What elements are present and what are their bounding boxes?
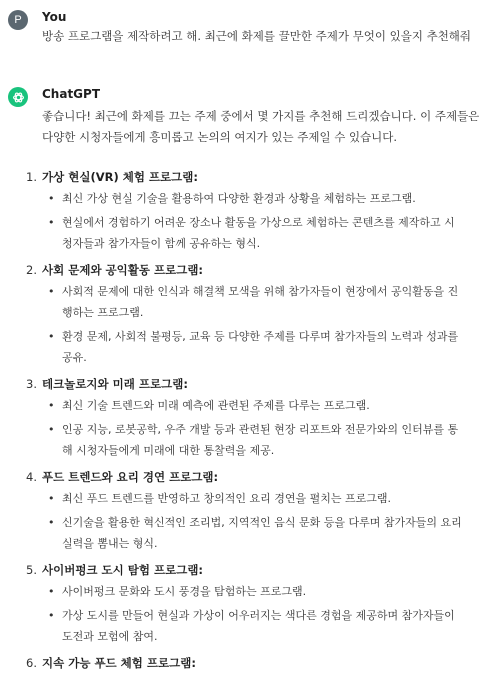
user-message-text: 방송 프로그램을 제작하려고 해. 최근에 화제를 끌만한 주제가 무엇이 있을지 추천해줘 — [42, 29, 472, 43]
bullet-line: 가상 도시를 만들어 현실과 가상이 어우러지는 색다른 경험을 제공하며 참가자들이 — [62, 609, 455, 622]
bullet-dot-icon: • — [48, 585, 55, 598]
bullet-dot-icon: • — [48, 492, 55, 505]
topic-item — [26, 259, 490, 371]
topic-content — [42, 559, 490, 650]
bullet-line: 도전과 모험에 참여. — [62, 630, 158, 643]
topic-number: 3. — [26, 377, 37, 391]
topic-title: 가상 현실(VR) 체험 프로그램: — [42, 170, 198, 184]
bullet-line: 실력을 뽐내는 형식. — [62, 537, 158, 550]
bullet-line: 해 시청자들에게 미래에 대한 통찰력을 제공. — [62, 444, 275, 457]
bullet-line: 신기술을 활용한 혁신적인 조리법, 지역적인 음식 문화 등을 다루며 참가자들의 요리 — [62, 516, 462, 529]
bullet-dot-icon: • — [48, 423, 55, 436]
assistant-message — [8, 85, 490, 676]
bullet-item — [48, 605, 490, 647]
bullet-item — [48, 326, 490, 368]
bullet-line: 청자들과 참가자들이 함께 공유하는 형식. — [62, 237, 261, 250]
topic-content — [42, 466, 490, 557]
user-avatar-letter: P — [14, 14, 22, 26]
assistant-name: ChatGPT — [42, 87, 101, 101]
bullet-text — [62, 326, 458, 368]
openai-knot-icon — [12, 91, 25, 104]
bullet-line: 최신 푸드 트렌드를 반영하고 창의적인 요리 경연을 펼치는 프로그램. — [62, 492, 391, 505]
topic-bullets — [48, 188, 490, 254]
topic-bullets — [48, 395, 490, 461]
topic-item — [26, 373, 490, 464]
bullet-dot-icon: • — [48, 192, 55, 205]
bullet-text — [62, 281, 458, 323]
intro-line: 좋습니다! 최근에 화제를 끄는 주제 중에서 몇 가지를 추천해 드리겠습니다. 이 주제들은 — [42, 109, 480, 123]
topic-list — [26, 166, 490, 674]
bullet-line: 현실에서 경험하기 어려운 장소나 활동을 가상으로 체험하는 콘텐츠를 제작하고 시 — [62, 216, 455, 229]
bullet-item — [48, 395, 490, 416]
bullet-item — [48, 581, 490, 602]
topic-number: 2. — [26, 263, 37, 277]
intro-line: 다양한 시청자들에게 흥미롭고 논의의 여지가 있는 주제일 수 있습니다. — [42, 130, 398, 144]
bullet-text — [62, 419, 458, 461]
bullet-dot-icon: • — [48, 216, 55, 229]
topic-item — [26, 652, 490, 674]
topic-bullets — [48, 581, 490, 647]
bullet-text — [62, 488, 391, 509]
bullet-line: 사이버펑크 문화와 도시 풍경을 탐험하는 프로그램. — [62, 585, 307, 598]
bullet-line: 최신 기술 트렌드와 미래 예측에 관련된 주제를 다루는 프로그램. — [62, 399, 370, 412]
topic-title: 사이버펑크 도시 탐험 프로그램: — [42, 563, 204, 577]
bullet-item — [48, 419, 490, 461]
bullet-line: 행하는 프로그램. — [62, 306, 144, 319]
bullet-text — [62, 512, 462, 554]
topic-number: 4. — [26, 470, 37, 484]
topic-content — [42, 259, 490, 371]
bullet-text — [62, 581, 306, 602]
topic-item — [26, 559, 490, 650]
user-message — [8, 8, 490, 45]
bullet-line: 인공 지능, 로봇공학, 우주 개발 등과 관련된 현장 리포트와 전문가와의 인터뷰를 통 — [62, 423, 459, 436]
topic-title: 사회 문제와 공익활동 프로그램: — [42, 263, 204, 277]
topic-content — [42, 166, 490, 257]
bullet-line: 사회적 문제에 대한 인식과 해결책 모색을 위해 참가자들이 현장에서 공익활동을 진 — [62, 285, 459, 298]
bullet-text — [62, 188, 416, 209]
topic-title: 지속 가능 푸드 체험 프로그램: — [42, 656, 196, 670]
bullet-dot-icon: • — [48, 516, 55, 529]
user-name: You — [42, 10, 67, 24]
topic-bullets — [48, 281, 490, 368]
bullet-item — [48, 488, 490, 509]
topic-number: 6. — [26, 656, 37, 670]
topic-number: 1. — [26, 170, 37, 184]
bullet-line: 최신 가상 현실 기술을 활용하여 다양한 환경과 상황을 체험하는 프로그램. — [62, 192, 416, 205]
topic-content — [42, 373, 490, 464]
topic-title: 테크놀로지와 미래 프로그램: — [42, 377, 188, 391]
topic-title: 푸드 트렌드와 요리 경연 프로그램: — [42, 470, 219, 484]
user-avatar — [8, 10, 28, 30]
assistant-intro — [42, 106, 490, 148]
topic-number: 5. — [26, 563, 37, 577]
bullet-dot-icon: • — [48, 399, 55, 412]
bullet-dot-icon: • — [48, 285, 55, 298]
bullet-text — [62, 395, 370, 416]
bullet-item — [48, 281, 490, 323]
topic-content — [42, 652, 490, 674]
user-message-body — [42, 8, 490, 45]
topic-item — [26, 466, 490, 557]
bullet-line: 환경 문제, 사회적 불평등, 교육 등 다양한 주제를 다루며 참가자들의 노력과 성과를 — [62, 330, 459, 343]
bullet-text — [62, 212, 455, 254]
bullet-text — [62, 605, 455, 647]
bullet-item — [48, 512, 490, 554]
bullet-dot-icon: • — [48, 330, 55, 343]
bullet-line: 공유. — [62, 351, 87, 364]
bullet-dot-icon: • — [48, 609, 55, 622]
topic-item — [26, 166, 490, 257]
bullet-item — [48, 212, 490, 254]
topic-bullets — [48, 488, 490, 554]
openai-logo-icon — [8, 87, 28, 107]
assistant-message-body — [26, 85, 490, 676]
bullet-item — [48, 188, 490, 209]
